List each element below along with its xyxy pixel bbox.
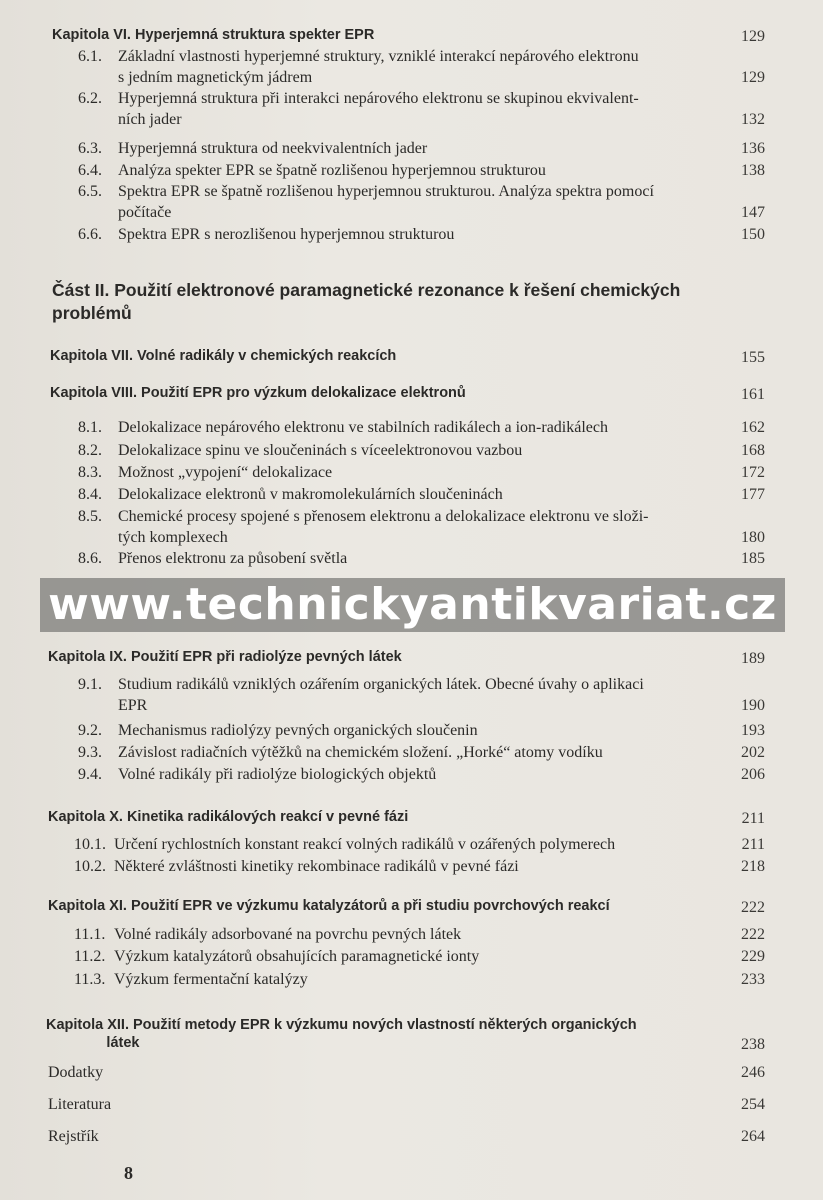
entry-title-line: s jedním magnetickým jádrem	[118, 69, 313, 86]
page-reference: 147	[741, 204, 765, 221]
entry-title-line: Výzkum katalyzátorů obsahujících paramagnetické ionty	[114, 948, 480, 965]
entry-title	[50, 384, 466, 402]
toc-chapter	[50, 384, 466, 402]
section-number: 9.2.	[78, 722, 102, 739]
entry-title	[118, 46, 639, 88]
entry-title-line: ních jader	[118, 111, 182, 128]
entry-title-line: Výzkum fermentační katalýzy	[114, 971, 308, 988]
entry-title	[114, 856, 519, 877]
page-reference: 129	[741, 28, 765, 45]
section-number: 6.4.	[78, 162, 102, 179]
entry-title-line: Studium radikálů vzniklých ozářením organických látek. Obecné úvahy o aplikaci	[118, 676, 644, 693]
section-number: 11.1.	[74, 926, 106, 943]
entry-title	[118, 160, 546, 181]
entry-title-line: počítače	[118, 204, 172, 221]
toc-chapter	[46, 1016, 637, 1052]
entry-title-line: látek	[46, 1035, 140, 1051]
entry-title-line: Rejstřík	[48, 1128, 99, 1145]
section-number: 6.5.	[78, 183, 102, 200]
entry-title-line: Část II. Použití elektronové paramagnetické rezonance k řešení chemických	[52, 280, 681, 300]
page-reference: 132	[741, 111, 765, 128]
entry-title-line: Kapitola IX. Použití EPR při radiolýze pevných látek	[48, 649, 402, 665]
page-reference: 222	[741, 899, 765, 916]
toc-chapter	[52, 26, 374, 44]
entry-title	[50, 347, 396, 365]
page-reference: 264	[741, 1128, 765, 1145]
entry-title-line: Delokalizace spinu ve sloučeninách s víceelektronovou vazbou	[118, 442, 523, 459]
page-reference: 222	[741, 926, 765, 943]
section-number: 9.1.	[78, 676, 102, 693]
section-number: 6.2.	[78, 90, 102, 107]
entry-title	[48, 808, 408, 826]
entry-title-line: Určení rychlostních konstant reakcí volných radikálů v ozářených polymerech	[114, 836, 616, 853]
page-reference: 177	[741, 486, 765, 503]
toc-entry	[48, 1094, 111, 1115]
toc-entry	[48, 1126, 99, 1147]
entry-title-line: Hyperjemná struktura při interakci nepárového elektronu se skupinou ekvivalent-	[118, 90, 639, 107]
entry-title	[48, 1094, 111, 1115]
page-reference: 180	[741, 529, 765, 546]
entry-title-line: Kapitola VII. Volné radikály v chemických reakcích	[50, 348, 397, 364]
entry-title-line: Některé zvláštnosti kinetiky rekombinace radikálů v pevné fázi	[114, 858, 519, 875]
entry-title-line: Kapitola XII. Použití metody EPR k výzkumu nových vlastností některých organických	[46, 1017, 637, 1033]
entry-title	[118, 181, 654, 223]
entry-title-line: Literatura	[48, 1096, 112, 1113]
entry-title-line: Chemické procesy spojené s přenosem elektronu a delokalizace elektronu ve složi-	[118, 508, 649, 525]
entry-title-line: Delokalizace elektronů v makromolekulárních sloučeninách	[118, 486, 503, 503]
page-reference: 211	[741, 810, 765, 827]
page-reference: 206	[741, 766, 765, 783]
section-number: 8.6.	[78, 550, 102, 567]
section-number: 6.6.	[78, 226, 102, 243]
entry-title-line: Závislost radiačních výtěžků na chemickém složení. „Horké“ atomy vodíku	[118, 744, 603, 761]
entry-title	[114, 969, 308, 990]
entry-title	[118, 440, 522, 461]
toc-chapter	[48, 897, 610, 915]
entry-title	[48, 648, 402, 666]
page-number: 8	[124, 1163, 133, 1183]
entry-title-line: Analýza spekter EPR se špatně rozlišenou hyperjemnou strukturou	[118, 162, 546, 179]
entry-title	[48, 1126, 99, 1147]
entry-title	[118, 506, 648, 548]
entry-title	[48, 1062, 103, 1083]
entry-title	[118, 548, 347, 569]
section-number: 11.3.	[74, 971, 106, 988]
entry-title-line: Volné radikály při radiolýze biologických objektů	[118, 766, 437, 783]
page-reference: 211	[741, 836, 765, 853]
entry-title	[118, 484, 503, 505]
entry-title-line: Mechanismus radiolýzy pevných organických sloučenin	[118, 722, 478, 739]
entry-title-line: problémů	[52, 303, 132, 323]
entry-title	[118, 720, 478, 741]
page-reference: 246	[741, 1064, 765, 1081]
watermark-text: www.technickyantikvariat.cz	[48, 579, 777, 630]
entry-title	[118, 138, 427, 159]
page-reference: 162	[741, 419, 765, 436]
entry-title	[114, 946, 479, 967]
section-number: 6.1.	[78, 48, 102, 65]
page-reference: 189	[741, 650, 765, 667]
entry-title	[114, 924, 461, 945]
page-reference: 238	[741, 1036, 765, 1053]
entry-title	[118, 88, 639, 130]
page-reference: 136	[741, 140, 765, 157]
page-reference: 172	[741, 464, 765, 481]
section-number: 8.4.	[78, 486, 102, 503]
page-reference: 129	[741, 69, 765, 86]
entry-title-line: Hyperjemná struktura od neekvivalentních jader	[118, 140, 428, 157]
page-reference: 155	[741, 349, 765, 366]
page-reference: 168	[741, 442, 765, 459]
page-reference: 254	[741, 1096, 765, 1113]
section-number: 11.2.	[74, 948, 106, 965]
entry-title-line: Delokalizace nepárového elektronu ve stabilních radikálech a ion-radikálech	[118, 419, 608, 436]
section-number: 8.1.	[78, 419, 102, 436]
entry-title-line: Kapitola VI. Hyperjemná struktura spekter EPR	[52, 27, 375, 43]
section-number: 9.3.	[78, 744, 102, 761]
page-reference: 161	[741, 386, 765, 403]
page-reference: 190	[741, 697, 765, 714]
section-number: 8.3.	[78, 464, 102, 481]
entry-title-line: Kapitola VIII. Použití EPR pro výzkum delokalizace elektronů	[50, 385, 466, 401]
section-number: 10.1.	[74, 836, 106, 853]
entry-title-line: Kapitola XI. Použití EPR ve výzkumu katalyzátorů a při studiu povrchových reakcí	[48, 898, 610, 914]
toc-entry	[48, 1062, 103, 1083]
section-number: 9.4.	[78, 766, 102, 783]
entry-title	[48, 897, 610, 915]
entry-title	[118, 764, 436, 785]
entry-title-line: tých komplexech	[118, 529, 228, 546]
page-reference: 233	[741, 971, 765, 988]
entry-title	[118, 742, 603, 763]
entry-title	[46, 1016, 637, 1052]
entry-title	[52, 26, 374, 44]
entry-title-line: Volné radikály adsorbované na povrchu pevných látek	[114, 926, 462, 943]
toc-chapter	[48, 648, 402, 666]
entry-title	[114, 834, 615, 855]
page-reference: 193	[741, 722, 765, 739]
entry-title	[118, 462, 332, 483]
entry-title	[118, 674, 644, 716]
page-reference: 138	[741, 162, 765, 179]
entry-title-line: Spektra EPR s nerozlišenou hyperjemnou strukturou	[118, 226, 455, 243]
page-reference: 185	[741, 550, 765, 567]
section-number: 8.5.	[78, 508, 102, 525]
entry-title-line: Přenos elektronu za působení světla	[118, 550, 348, 567]
entry-title-line: Základní vlastnosti hyperjemné struktury, vzniklé interakcí nepárového elektronu	[118, 48, 639, 65]
entry-title	[118, 224, 454, 245]
toc-chapter	[50, 347, 396, 365]
entry-title	[52, 279, 680, 325]
toc-chapter	[48, 808, 408, 826]
entry-title-line: Možnost „vypojení“ delokalizace	[118, 464, 333, 481]
entry-title	[118, 417, 608, 438]
page-reference: 202	[741, 744, 765, 761]
entry-title-line: Kapitola X. Kinetika radikálových reakcí v pevné fázi	[48, 809, 409, 825]
entry-title-line: EPR	[118, 697, 148, 714]
toc-part-heading	[52, 279, 680, 325]
page-reference: 229	[741, 948, 765, 965]
entry-title-line: Spektra EPR se špatně rozlišenou hyperjemnou strukturou. Analýza spektra pomocí	[118, 183, 654, 200]
page-reference: 218	[741, 858, 765, 875]
section-number: 8.2.	[78, 442, 102, 459]
section-number: 10.2.	[74, 858, 106, 875]
section-number: 6.3.	[78, 140, 102, 157]
page-reference: 150	[741, 226, 765, 243]
entry-title-line: Dodatky	[48, 1064, 104, 1081]
